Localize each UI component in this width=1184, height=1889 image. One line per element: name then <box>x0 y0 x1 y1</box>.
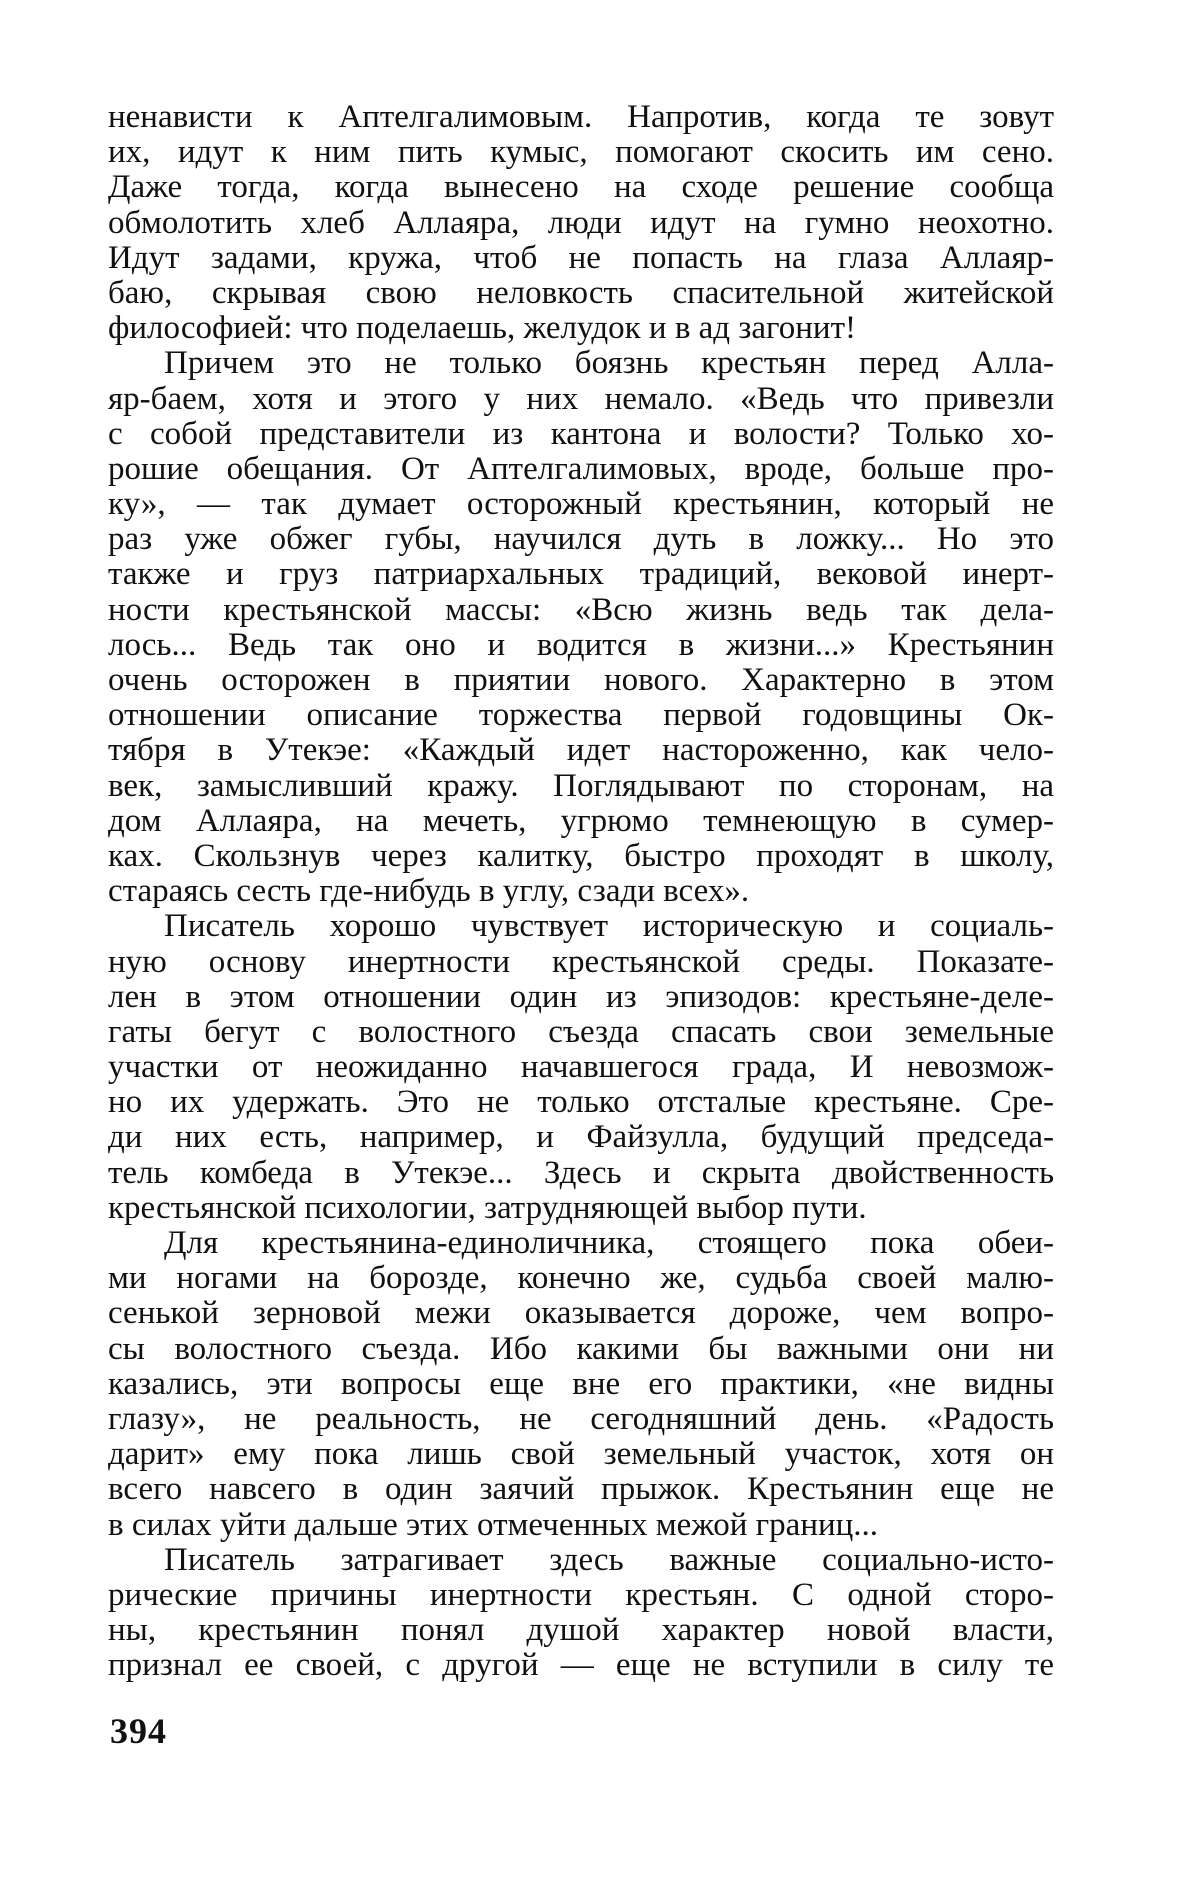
text-line: ненависти к Аптелгалимовым. Напротив, когда те зовут <box>108 100 1054 135</box>
text-line: баю, скрывая свою неловкость спасительной житейской <box>108 275 1054 311</box>
text-line: дом Аллаяра, на мечеть, угрюмо темнеющую в сумер- <box>108 803 1054 839</box>
text-line: всего навсего в один заячий прыжок. Крестьянин еще не <box>108 1472 1054 1508</box>
text-line: их, идут к ним пить кумыс, помогают скосить им сено. <box>108 135 1054 171</box>
text-line: Идут задами, кружа, чтоб не попасть на глаза Аллаяр- <box>108 240 1054 276</box>
text-line: очень осторожен в приятии нового. Характерно в этом <box>108 663 1054 698</box>
text-line: ках. Скользнув через калитку, быстро проходят в школу, <box>108 838 1054 874</box>
text-line: стараясь сесть где-нибудь в углу, сзади всех». <box>108 874 750 910</box>
text-line: ку», — так думает осторожный крестьянин, который не <box>108 487 1054 523</box>
text-line: отношении описание торжества первой годовщины Ок- <box>108 698 1054 734</box>
text-line: ми ногами на борозде, конечно же, судьба своей малю- <box>108 1261 1054 1297</box>
text-line: тября в Утекэе: «Каждый идет настороженно, как чело- <box>108 733 1054 769</box>
body-text <box>108 100 1054 1683</box>
page-number: 394 <box>110 1711 167 1751</box>
text-line: тель комбеда в Утекэе... Здесь и скрыта двойственность <box>108 1155 1054 1191</box>
text-line: глазу», не реальность, не сегодняшний день. «Радость <box>108 1401 1054 1437</box>
text-line: ности крестьянской массы: «Всю жизнь ведь так дела- <box>108 592 1054 628</box>
text-line: лен в этом отношении один из эпизодов: крестьяне-деле- <box>108 979 1054 1015</box>
text-line: век, замысливший кражу. Поглядывают по сторонам, на <box>108 768 1054 804</box>
text-line: Для крестьянина-единоличника, стоящего пока обеи- <box>164 1226 1054 1261</box>
text-line: ны, крестьянин понял душой характер новой власти, <box>108 1613 1054 1649</box>
text-line: дарит» ему пока лишь свой земельный участок, хотя он <box>108 1437 1054 1473</box>
text-line: ди них есть, например, и Файзулла, будущий председа- <box>108 1120 1054 1156</box>
text-line: лось... Ведь так оно и водится в жизни...» Крестьянин <box>108 627 1054 663</box>
text-line: рошие обещания. От Аптелгалимовых, вроде, больше про- <box>108 451 1054 487</box>
text-line: признал ее своей, с другой — еще не вступили в силу те <box>108 1648 1054 1684</box>
text-line: рические причины инертности крестьян. С одной сторо- <box>108 1577 1054 1613</box>
text-line: Причем это не только боязнь крестьян перед Алла- <box>164 346 1054 382</box>
text-line: в силах уйти дальше этих отмеченных межой границ... <box>108 1507 879 1543</box>
text-line: Писатель хорошо чувствует историческую и социаль- <box>164 909 1054 945</box>
text-line: крестьянской психологии, затрудняющей выбор пути. <box>108 1190 867 1226</box>
text-line: обмолотить хлеб Аллаяра, люди идут на гумно неохотно. <box>108 205 1054 241</box>
text-line: также и груз патриархальных традиций, вековой инерт- <box>108 557 1054 593</box>
text-line: раз уже обжег губы, научился дуть в ложку... Но это <box>108 522 1054 558</box>
text-line: Даже тогда, когда вынесено на сходе решение сообща <box>108 170 1054 206</box>
text-line: ную основу инертности крестьянской среды. Показате- <box>108 944 1054 980</box>
text-line: Писатель затрагивает здесь важные социально-исто- <box>164 1542 1054 1578</box>
text-line: казались, эти вопросы еще вне его практики, «не видны <box>108 1366 1054 1402</box>
text-line: сы волостного съезда. Ибо какими бы важными они ни <box>108 1331 1054 1367</box>
text-line: но их удержать. Это не только отсталые крестьяне. Сре- <box>108 1085 1054 1121</box>
text-line: с собой представители из кантона и волости? Только хо- <box>108 416 1054 452</box>
text-line: философией: что поделаешь, желудок и в ад загонит! <box>108 311 856 347</box>
text-line: яр-баем, хотя и этого у них немало. «Ведь что привезли <box>108 381 1054 417</box>
text-line: участки от неожиданно начавшегося града, И невозмож- <box>108 1050 1054 1086</box>
text-line: сенькой зерновой межи оказывается дороже, чем вопро- <box>108 1296 1054 1332</box>
text-line: гаты бегут с волостного съезда спасать свои земельные <box>108 1014 1054 1050</box>
